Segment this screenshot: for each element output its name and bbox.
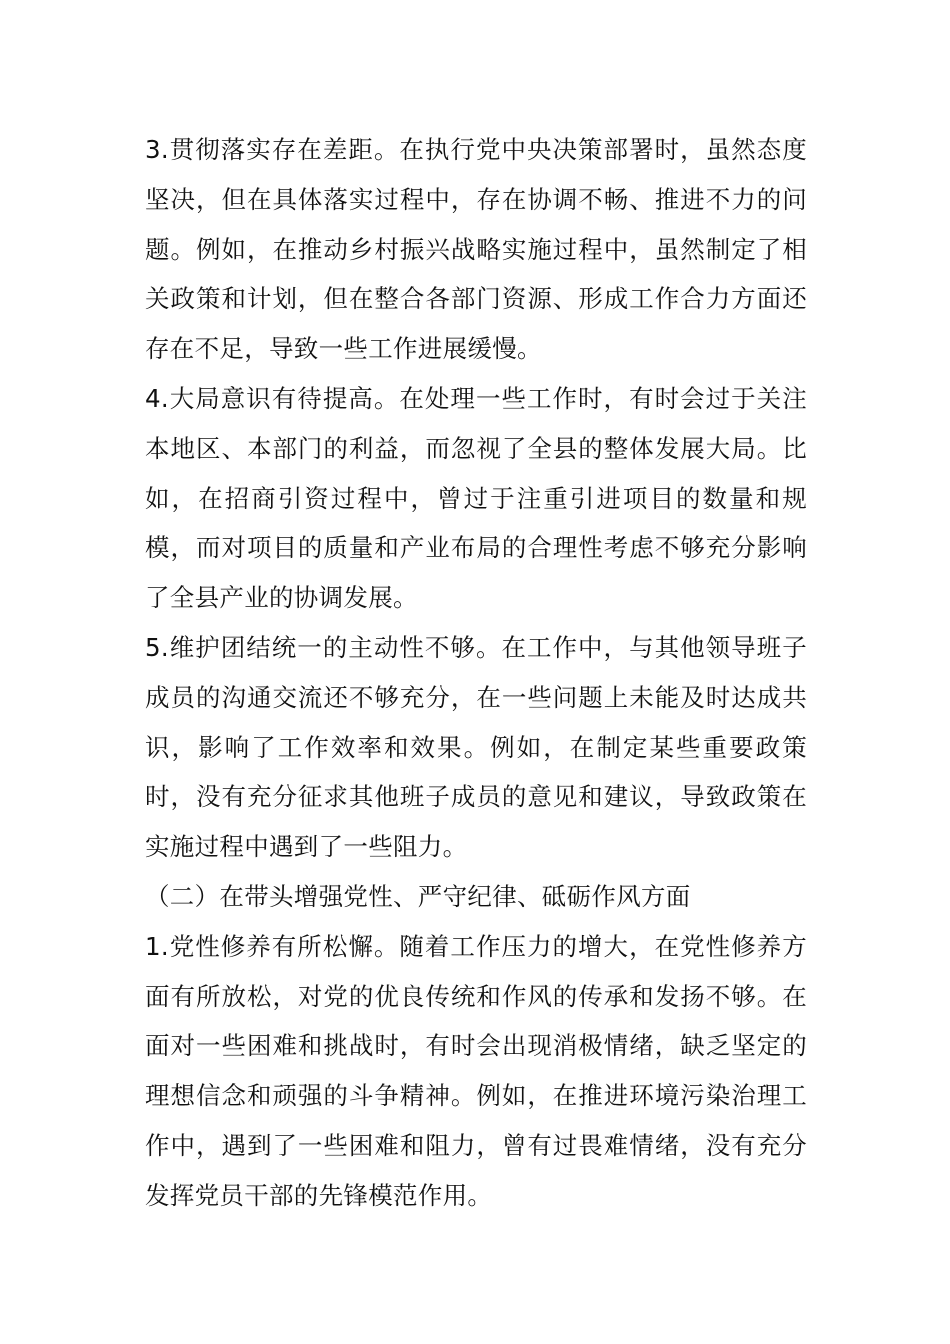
section-heading-2: （二）在带头增强党性、严守纪律、砥砺作风方面 — [145, 881, 691, 911]
paragraph-item-3: 3.贯彻落实存在差距。在执行党中央决策部署时，虽然态度坚决，但在具体落实过程中，存在协调不畅、推进不力的问题。例如，在推动乡村振兴战略实施过程中，虽然制定了相关政策和计划，但在整合各部门资源、形成工作合力方面还存在不足，导致一些工作进展缓慢。 — [145, 135, 807, 364]
paragraph-item-1: 1.党性修养有所松懈。随着工作压力的增大，在党性修养方面有所放松，对党的优良传统和作风的传承和发扬不够。在面对一些困难和挑战时，有时会出现消极情绪，缺乏坚定的理想信念和顽强的斗争精神。例如，在推进环境污染治理工作中，遇到了一些困难和阻力，曾有过畏难情绪，没有充分发挥党员干部的先锋模范作用。 — [145, 931, 807, 1210]
paragraph-item-4: 4.大局意识有待提高。在处理一些工作时，有时会过于关注本地区、本部门的利益，而忽视了全县的整体发展大局。比如，在招商引资过程中，曾过于注重引进项目的数量和规模，而对项目的质量和产业布局的合理性考虑不够充分影响了全县产业的协调发展。 — [145, 383, 807, 613]
document-body — [145, 125, 807, 1221]
paragraph-item-5: 5.维护团结统一的主动性不够。在工作中，与其他领导班子成员的沟通交流还不够充分，在一些问题上未能及时达成共识，影响了工作效率和效果。例如，在制定某些重要政策时，没有充分征求其他班子成员的意见和建议，导致政策在实施过程中遇到了一些阻力。 — [145, 632, 807, 862]
